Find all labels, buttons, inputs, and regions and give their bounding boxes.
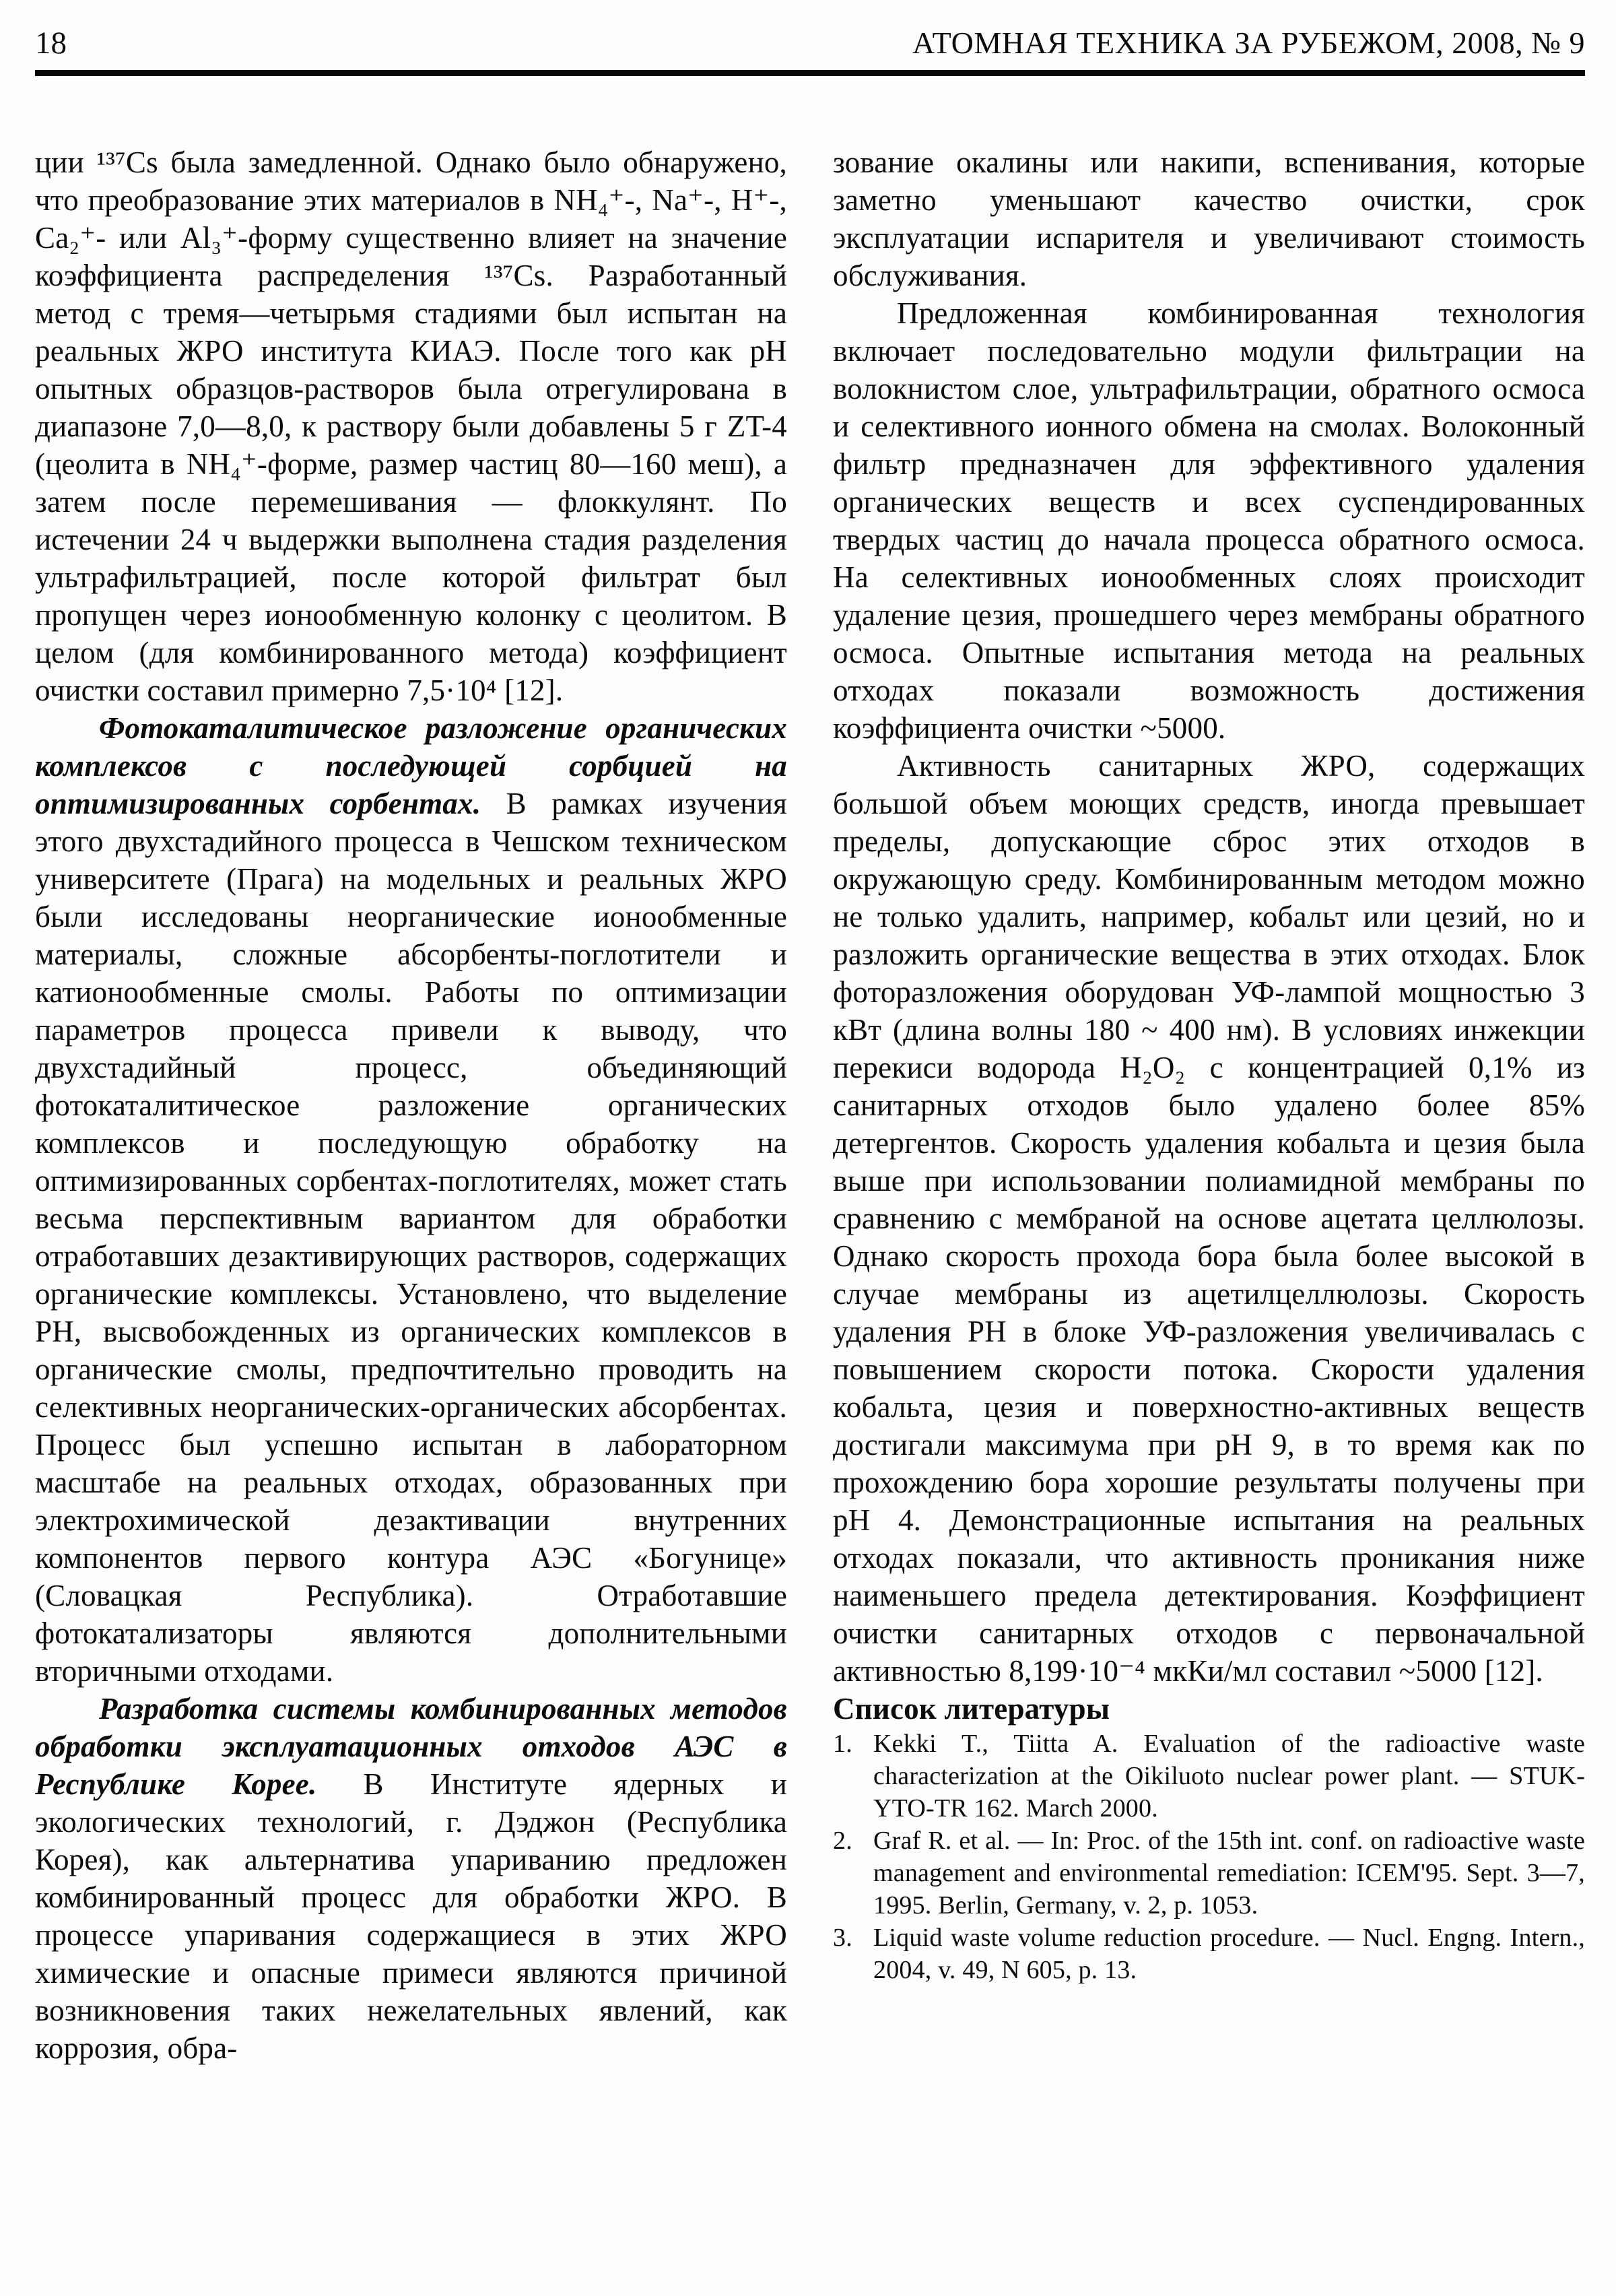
reference-text: Liquid waste volume reduction procedure. — Nucl. Engng. Intern., 2004, v. 49, N 605, p. 13. <box>873 1924 1585 1984</box>
two-column-text <box>35 143 1585 2067</box>
journal-title: АТОМНАЯ ТЕХНИКА ЗА РУБЕЖОМ, 2008, № 9 <box>912 26 1585 60</box>
reference-item <box>833 1825 1585 1922</box>
references-list <box>833 1728 1585 1986</box>
reference-text: Graf R. et al. — In: Proc. of the 15th int. conf. on radioactive waste management and environmental remediation: ICEM'95. Sept. 3—7, 1995. Berlin, Germany, v. 2, p. 1053. <box>873 1827 1585 1920</box>
paragraph-korea-system <box>35 1690 787 2067</box>
paragraph-lead-korea-system: Разработка системы комбинированных методов обработки эксплуатационных отходов АЭС в Республике Корее. <box>35 1692 787 1801</box>
page-number: 18 <box>35 26 67 61</box>
header-rule <box>35 70 1585 76</box>
reference-item <box>833 1922 1585 1986</box>
paragraph-body-korea-system: В Институте ядерных и экологических технологий, г. Дэджон (Республика Корея), как альтернатива упариванию предложен комбинированный процесс для обработки ЖРО. В процессе упаривания содержащиеся в этих ЖРО химические и опасные примеси являются причиной возникновения таких нежелательных явлений, как коррозия, обра- <box>35 1767 787 2065</box>
references-heading: Список литературы <box>833 1692 1110 1726</box>
paragraph-continuation-scale: зование окалины или накипи, вспенивания, которые заметно уменьшают качество очистки, срок эксплуатации испарителя и увеличивают стоимость обслуживания. <box>833 145 1585 292</box>
paragraph-body-photocatalytic: В рамках изучения этого двухстадийного процесса в Чешском техническом университете (Прага) на модельных и реальных ЖРО были исследованы неорганические ионообменные материалы, сложные абсорбенты-поглотители и катионообменные смолы. Работы по оптимизации параметров процесса привели к выводу, что двухстадийный процесс, объединяющий фотокаталитическое разложение органических комплексов и последующую обработку на оптимизированных сорбентах-поглотителях, может стать весьма перспективным вариантом для обработки отработавших дезактивирующих растворов, содержащих органические комплексы. Установлено, что выделение РН, высвобожденных из органических комплексов в органические смолы, предпочтительно проводить на селективных неорганических-органических абсорбентах. Процесс был успешно испытан в лабораторном масштабе на реальных отходах, образованных при электрохимической дезактивации внутренних компонентов первого контура АЭС «Богунице» (Словацкая Республика). Отработавшие фотокатализаторы являются дополнительными вторичными отходами. <box>35 787 787 1688</box>
paragraph-continuation-cs137: ции ¹³⁷Cs была замедленной. Однако было обнаружено, что преобразование этих материалов в NH₄⁺-, Na⁺-, H⁺-, Ca₂⁺- или Al₃⁺-форму существенно влияет на значение коэффициента распределения ¹³⁷Cs. Разработанный метод с тремя—четырьмя стадиями был испытан на реальных ЖРО института КИАЭ. После того как pH опытных образцов-растворов была отрегулирована в диапазоне 7,0—8,0, к раствору были добавлены 5 г ZT-4 (цеолита в NH₄⁺-форме, размер частиц 80—160 меш), а затем после перемешивания — флоккулянт. По истечении 24 ч выдержки выполнена стадия разделения ультрафильтрацией, после которой фильтрат был пропущен через ионообменную колонку с цеолитом. В целом (для комбинированного метода) коэффициент очистки составил примерно 7,5·10⁴ [12]. <box>35 145 787 707</box>
reference-number: 2. <box>833 1827 852 1855</box>
paragraph-sanitary-waste: Активность санитарных ЖРО, содержащих большой объем моющих средств, иногда превышает пределы, допускающие сброс этих отходов в окружающую среду. Комбинированным методом можно не только удалить, например, кобальт или цезий, но и разложить органические вещества в этих отходах. Блок фоторазложения оборудован УФ-лампой мощностью 3 кВт (длина волны 180 ~ 400 нм). В условиях инжекции перекиси водорода H₂O₂ с концентрацией 0,1% из санитарных отходов было удалено более 85% детергентов. Скорость удаления кобальта и цезия была выше при использовании полиамидной мембраны по сравнению с мембраной на основе ацетата целлюлозы. Однако скорость прохода бора была более высокой в случае мембраны из ацетилцеллюлозы. Скорость удаления РН в блоке УФ-разложения увеличивалась с повышением скорости потока. Скорости удаления кобальта, цезия и поверхностно-активных веществ достигали максимума при pH 9, в то время как по прохождению бора хорошие результаты получены при pH 4. Демонстрационные испытания на реальных отходах показали, что активность проникания ниже наименьшего предела детектирования. Коэффициент очистки санитарных отходов с первоначальной активностью 8,199·10⁻⁴ мкКи/мл составил ~5000 [12]. <box>833 749 1585 1688</box>
paragraph-lead-photocatalytic: Фотокаталитическое разложение органических комплексов с последующей сорбцией на оптимизированных сорбентах. <box>35 711 787 820</box>
reference-number: 3. <box>833 1924 852 1952</box>
reference-item <box>833 1728 1585 1825</box>
paragraph-photocatalytic <box>35 709 787 1690</box>
page-header <box>35 26 1585 61</box>
paragraph-combined-technology: Предложенная комбинированная технология включает последовательно модули фильтрации на волокнистом слое, ультрафильтрации, обратного осмоса и селективного ионного обмена на смолах. Волоконный фильтр предназначен для эффективного удаления органических веществ и всех суспендированных твердых частиц до начала процесса обратного осмоса. На селективных ионообменных слоях происходит удаление цезия, прошедшего через мембраны обратного осмоса. Опытные испытания метода на реальных отходах показали возможность достижения коэффициента очистки ~5000. <box>833 296 1585 745</box>
reference-number: 1. <box>833 1730 852 1758</box>
left-column <box>35 143 787 2067</box>
right-column <box>833 143 1585 2067</box>
reference-text: Kekki T., Tiitta A. Evaluation of the radioactive waste characterization at the Oikiluoto nuclear power plant. — STUK-YTO-TR 162. March 2000. <box>873 1730 1585 1823</box>
